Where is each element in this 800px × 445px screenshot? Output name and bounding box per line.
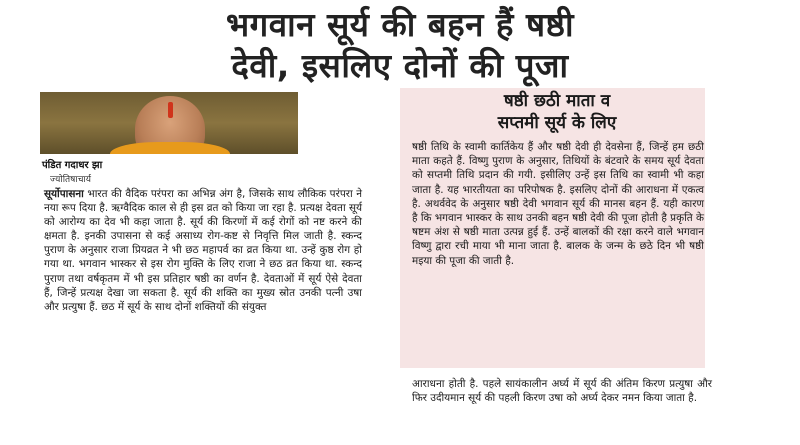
author-name: पंडित गदाधर झा	[42, 160, 103, 171]
author-role: ज्योतिषाचार्य	[50, 175, 91, 185]
article-continuation: आराधना होती है. पहले सायंकालीन अर्घ्य में सूर्य की अंतिम किरण प्रत्युषा और फिर उदीयमान सूर्य की पहली किरण उषा को अर्घ्य देकर नमन किया जाता है.	[412, 378, 712, 405]
photo-tilak	[168, 102, 173, 118]
article-lead-word: सूर्योपासना	[44, 188, 84, 200]
box-title-line-2: सप्तमी सूर्य के लिए	[497, 113, 617, 133]
sidebar-box-title	[412, 90, 702, 134]
left-article	[44, 187, 362, 314]
photo-shirt	[110, 142, 230, 154]
headline-line-1: भगवान सूर्य की बहन हैं षष्ठी	[225, 5, 575, 44]
article-body: भारत की वैदिक परंपरा का अभिन्न अंग है, जिसके साथ लौकिक परंपरा ने नया रूप दिया है. ऋग्वैदिक काल से ही इस व्रत को किया जा रहा है. प्रत्यक्ष देवता सूर्य को आरोग्य का देव भी कहा जाता है. सूर्य की किरणों में कई रोगों को नष्ट करने की क्षमता है. इनकी उपासना से कई असाध्य रोग-कष्ट से निवृत्ति मिल जाती है. स्कन्द पुराण के अनुसार राजा प्रियव्रत ने भी छठ महापर्व का व्रत किया था. उन्हें कुष्ठ रोग हो गया था. भगवान भास्कर से इस रोग मुक्ति के लिए राजा ने छठ व्रत किया था. स्कन्द पुराण तथा वर्षकृतम में भी इस प्रतिहार षष्ठी का वर्णन है. देवताओं में सूर्य ऐसे देवता हैं, जिन्हें प्रत्यक्ष देखा जा सकता है. सूर्य की शक्ति का मुख्य स्रोत उनकी पत्नी उषा और प्रत्युषा हैं. छठ में सूर्य के साथ दोनों शक्तियों की संयुक्त	[44, 188, 362, 313]
headline-line-2: देवी, इसलिए दोनों की पूजा	[231, 46, 569, 85]
sidebar-box-body: षष्ठी तिथि के स्वामी कार्तिकेय हैं और षष्ठी देवी ही देवसेना हैं, जिन्हें हम छठी माता कहते हैं. विष्णु पुराण के अनुसार, तिथियों के बंटवारे के समय सूर्य देवता को सप्तमी तिथि प्रदान की गयी. इसीलिए उन्हें इस तिथि का स्वामी भी कहा जाता है. यह भारतीयता का परिपोषक है. इसलिए दोनों की आराधना में एकत्व है. अथर्ववेद के अनुसार षष्ठी देवी भगवान सूर्य की मानस बहन हैं. यही कारण है कि भगवान भास्कर के साथ उनकी बहन षष्ठी देवी की पूजा होती है प्रकृति के षष्टम अंश से षष्ठी माता उत्पन्न हुई हैं. उन्हें बालकों की रक्षा करने वाले भगवान विष्णु द्वारा रची माया भी माना जाता है. बालक के जन्म के छठे दिन भी षष्ठी मइया की पूजा की जाती है.	[412, 141, 704, 267]
author-photo	[40, 92, 298, 154]
box-title-line-1: षष्ठी छठी माता व	[503, 91, 611, 111]
headline	[10, 4, 790, 86]
